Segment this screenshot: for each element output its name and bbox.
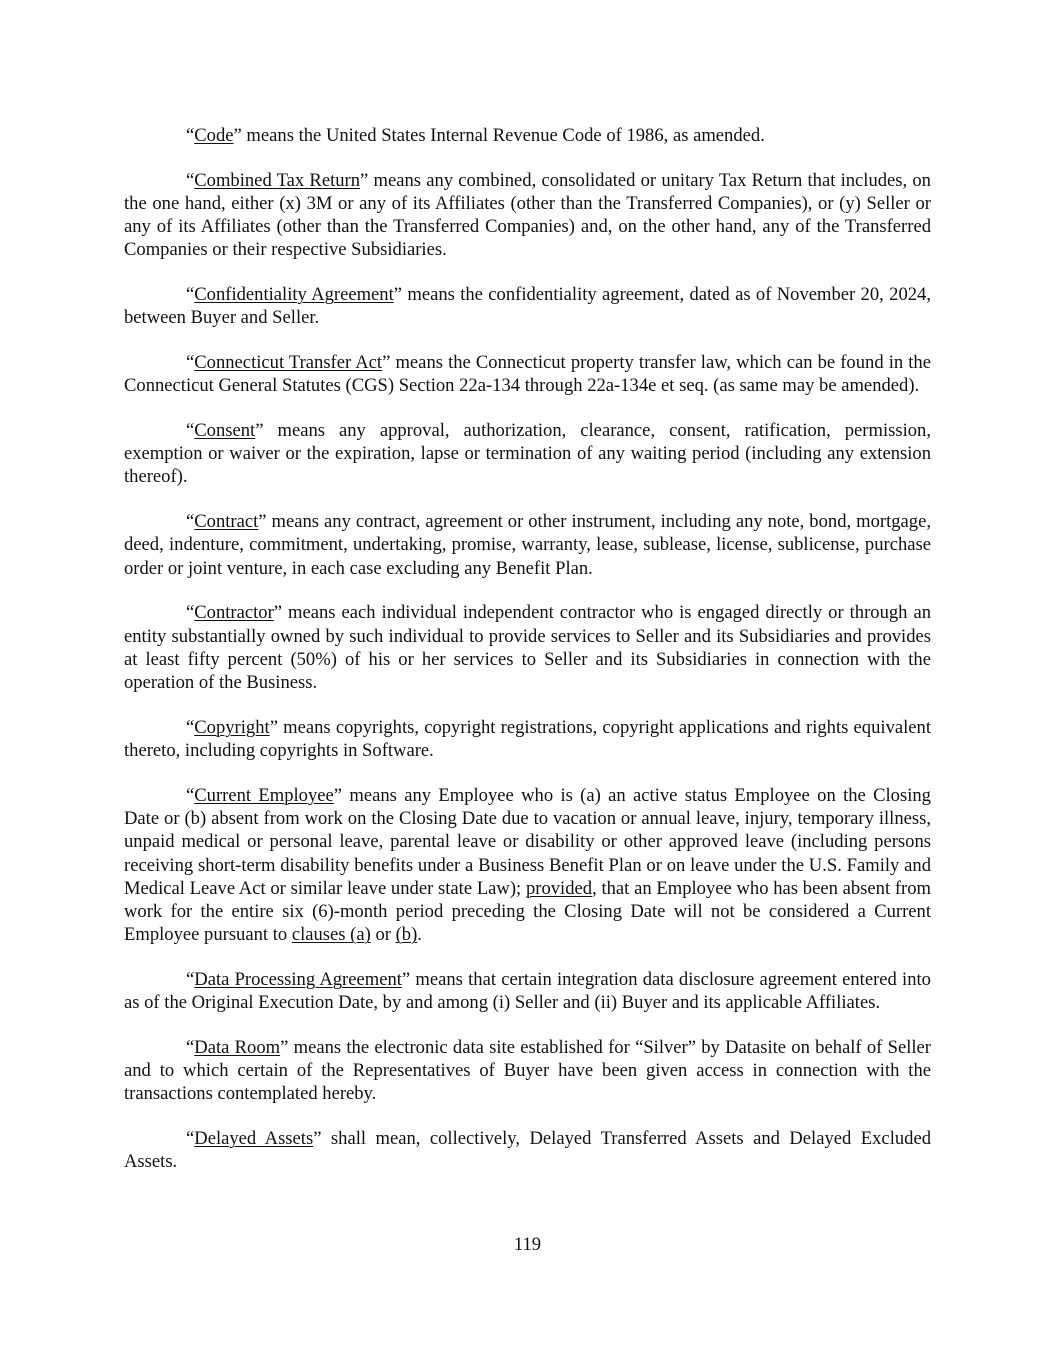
- definition-confidentiality-agreement: “Confidentiality Agreement” means the confidentiality agreement, dated as of November 20, 2024, between Buyer and Seller.: [124, 284, 931, 329]
- defined-term: Delayed Assets: [194, 1128, 314, 1150]
- document-page: [124, 124, 931, 1174]
- definition-code: “Code” means the United States Internal Revenue Code of 1986, as amended.: [186, 125, 765, 146]
- definition-text: means each individual independent contractor who is engaged directly or through an entity substantially owned by such individual to provide services to Seller and its Subsidiaries and provides at least fifty percent (50%) of his or her services to Seller and its Subsidiaries in connection with the operation of the Business.: [124, 602, 931, 694]
- definition-text: means the United States Internal Revenue Code of 1986, as amended.: [241, 125, 765, 146]
- definition-text: means copyrights, copyright registrations, copyright applications and rights equivalent thereto, including copyrights in Software.: [124, 716, 931, 762]
- clause-a-reference: clauses (a): [291, 924, 371, 946]
- definition-connecticut-transfer-act: “Connecticut Transfer Act” means the Connecticut property transfer law, which can be found in the Connecticut General Statutes (CGS) Section 22a-134 through 22a-134e et seq. (as same may be amended).: [124, 351, 931, 397]
- definition-contractor: “Contractor” means each individual independent contractor who is engaged directly or through an entity substantially owned by such individual to provide services to Seller and its Subsidiaries and provides at least fifty percent (50%) of his or her services to Seller and its Subsidiaries in connection with the operation of the Business.: [124, 602, 931, 694]
- provided-term: provided: [525, 877, 593, 899]
- definition-text: means any approval, authorization, clearance, consent, ratification, permission, exemption or waiver or the expiration, lapse or termination of any waiting period (including any extension thereof).: [124, 419, 931, 488]
- definition-text: means any combined, consolidated or unitary Tax Return that includes, on the one hand, either (x) 3M or any of its Affiliates (other than the Transferred Companies), or (y) Seller or any of its Affiliates (other than the Transferred Companies) and, on the other hand, any of the Transferred Companies or their respective Subsidiaries.: [124, 169, 931, 261]
- definition-text: means any contract, agreement or other instrument, including any note, bond, mortgage, deed, indenture, commitment, undertaking, promise, warranty, lease, sublease, license, sublicense, purchase order or joint venture, in each case excluding any Benefit Plan.: [124, 511, 931, 579]
- definition-data-processing-agreement: “Data Processing Agreement” means that certain integration data disclosure agreement entered into as of the Original Execution Date, by and among (i) Seller and (ii) Buyer and its applicable Affiliates.: [124, 968, 931, 1014]
- definition-text: means the Connecticut property transfer law, which can be found in the Connecticut General Statutes (CGS) Section 22a-134 through 22a-134e et seq. (as same may be amended).: [124, 351, 931, 397]
- definition-text: means that certain integration data disclosure agreement entered into as of the Original Execution Date, by and among (i) Seller and (ii) Buyer and its applicable Affiliates.: [124, 968, 931, 1014]
- definition-delayed-assets: “Delayed Assets” shall mean, collectively, Delayed Transferred Assets and Delayed Excluded Assets.: [124, 1128, 931, 1173]
- definition-data-room: “Data Room” means the electronic data site established for “Silver” by Datasite on behalf of Seller and to which certain of the Representatives of Buyer have been given access in connection with the transactions contemplated hereby.: [124, 1036, 931, 1105]
- defined-term: Current Employee: [194, 784, 334, 806]
- defined-term: Data Processing Agreement: [194, 968, 402, 990]
- definition-text: means any Employee who is (a) an active status Employee on the Closing Date or (b) absent from work on the Closing Date due to vacation or annual leave, injury, temporary illness, unpaid medical or personal leave, parental leave or disability or other approved leave (including persons receiving short-term disability benefits under a Business Benefit Plan or on leave under the U.S. Family and Medical Leave Act or similar leave under state Law);: [124, 784, 931, 899]
- defined-term: Connecticut Transfer Act: [194, 351, 383, 373]
- defined-term: Copyright: [194, 716, 270, 738]
- definition-text: , that an Employee who has been absent from work for the entire six (6)-month period preceding the Closing Date will not be considered a Current Employee pursuant to: [124, 877, 931, 946]
- definition-text: means the electronic data site established for “Silver” by Datasite on behalf of Seller and to which certain of the Representatives of Buyer have been given access in connection with the transactions contemplated hereby.: [124, 1036, 931, 1105]
- definition-copyright: “Copyright” means copyrights, copyright registrations, copyright applications and rights equivalent thereto, including copyrights in Software.: [124, 716, 931, 762]
- defined-term: Consent: [194, 419, 256, 441]
- defined-term: Contractor: [194, 602, 274, 624]
- defined-term: Code: [194, 125, 234, 146]
- definition-combined-tax-return: “Combined Tax Return” means any combined, consolidated or unitary Tax Return that includes, on the one hand, either (x) 3M or any of its Affiliates (other than the Transferred Companies), or (y) Seller or any of its Affiliates (other than the Transferred Companies) and, on the other hand, any of the Transferred Companies or their respective Subsidiaries.: [124, 169, 931, 261]
- definition-consent: “Consent” means any approval, authorization, clearance, consent, ratification, permission, exemption or waiver or the expiration, lapse or termination of any waiting period (including any extension thereof).: [124, 419, 931, 488]
- definition-contract: “Contract” means any contract, agreement or other instrument, including any note, bond, mortgage, deed, indenture, commitment, undertaking, promise, warranty, lease, sublease, license, sublicense, purchase order or joint venture, in each case excluding any Benefit Plan.: [124, 511, 931, 579]
- definition-text: means the confidentiality agreement, dated as of November 20, 2024, between Buyer and Seller.: [124, 284, 931, 329]
- defined-term: Combined Tax Return: [194, 169, 361, 191]
- defined-term: Contract: [194, 511, 259, 533]
- clause-b-reference: (b): [395, 924, 418, 946]
- defined-term: Data Room: [194, 1036, 281, 1058]
- defined-term: Confidentiality Agreement: [194, 284, 394, 306]
- page-number: 119: [513, 1234, 542, 1255]
- definition-current-employee: “Current Employee” means any Employee who is (a) an active status Employee on the Closing Date or (b) absent from work on the Closing Date due to vacation or annual leave, injury, temporary illness, unpaid medical or personal leave, parental leave or disability or other approved leave (including persons receiving short-term disability benefits under a Business Benefit Plan or on leave under the U.S. Family and Medical Leave Act or similar leave under state Law); provided, that an Employee who has been absent from work for the entire six (6)-month period preceding the Closing Date will not be considered a Current Employee pursuant to clauses (a) or (b).: [124, 784, 931, 946]
- definition-text: shall mean, collectively, Delayed Transferred Assets and Delayed Excluded Assets.: [124, 1128, 931, 1173]
